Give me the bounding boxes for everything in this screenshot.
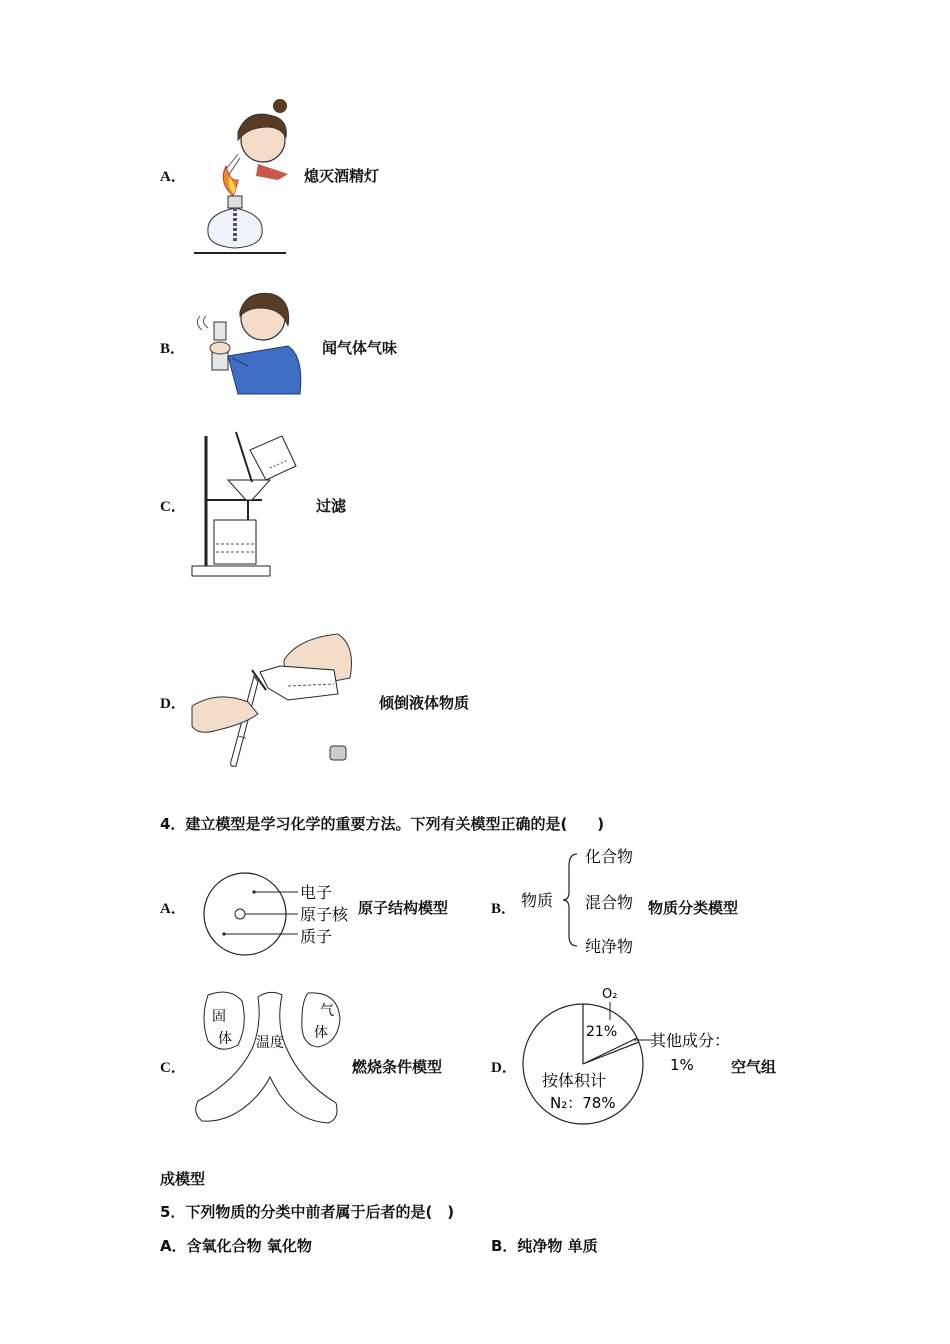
q4-option-c-letter: C．: [160, 1060, 186, 1076]
q4-option-c-caption: 燃烧条件模型: [352, 1058, 443, 1076]
label-solid: 固: [212, 1009, 226, 1025]
label-by-volume: 按体积计: [542, 1071, 607, 1090]
q4-option-d-caption: 空气组: [731, 1058, 777, 1076]
label-n2: N₂：78%: [550, 1094, 616, 1112]
option-c-caption: 过滤: [316, 497, 347, 515]
combustion-conditions-diagram: [190, 985, 350, 1127]
extinguish-lamp-illustration: [188, 92, 303, 260]
q4-option-b-letter: B．: [491, 901, 517, 917]
label-o2-percent: 21%: [586, 1024, 618, 1040]
label-pure-substance: 纯净物: [585, 937, 634, 956]
option-a-caption: 熄灭酒精灯: [304, 167, 380, 185]
label-mixture: 混合物: [585, 893, 634, 912]
q4-option-d-letter: D．: [491, 1060, 517, 1076]
smell-gas-illustration: [188, 286, 306, 398]
q4-option-a-caption: 原子结构模型: [358, 899, 449, 917]
label-proton: 质子: [300, 927, 333, 946]
option-b-caption: 闻气体气味: [322, 339, 398, 357]
option-a-letter: A．: [160, 169, 186, 185]
label-electron: 电子: [300, 883, 333, 902]
question-4-stem: 4．建立模型是学习化学的重要方法。下列有关模型正确的是( ): [160, 815, 605, 833]
filtration-illustration: [188, 428, 303, 580]
label-temperature: 温度: [256, 1035, 284, 1051]
q5-option-a: A．含氧化合物 氧化物: [160, 1237, 312, 1255]
label-others: 其他成分：: [650, 1031, 731, 1050]
q5-option-b: B．纯净物 单质: [491, 1237, 598, 1255]
label-gas: 气: [320, 1003, 334, 1019]
question-5-stem: 5．下列物质的分类中前者属于后者的是( ): [160, 1203, 455, 1221]
q4-option-b-caption: 物质分类模型: [648, 899, 739, 917]
pour-liquid-illustration: [188, 616, 360, 770]
atom-structure-diagram: [190, 870, 360, 958]
q4-option-a-letter: A．: [160, 901, 186, 917]
air-composition-pie: [520, 982, 735, 1130]
option-d-caption: 倾倒液体物质: [379, 694, 470, 712]
label-others-percent: 1%: [670, 1056, 694, 1074]
option-b-letter: B．: [160, 341, 186, 357]
label-nucleus: 原子核: [300, 905, 349, 924]
option-d-letter: D．: [160, 696, 186, 712]
label-o2: O₂: [602, 987, 618, 1002]
label-compound: 化合物: [585, 847, 634, 866]
matter-classification-diagram: [515, 840, 645, 960]
label-matter: 物质: [521, 891, 554, 910]
label-gas-2: 体: [314, 1025, 328, 1041]
label-solid-2: 体: [218, 1031, 232, 1047]
option-c-letter: C．: [160, 499, 186, 515]
q4-option-d-caption-wrap: 成模型: [160, 1170, 206, 1188]
